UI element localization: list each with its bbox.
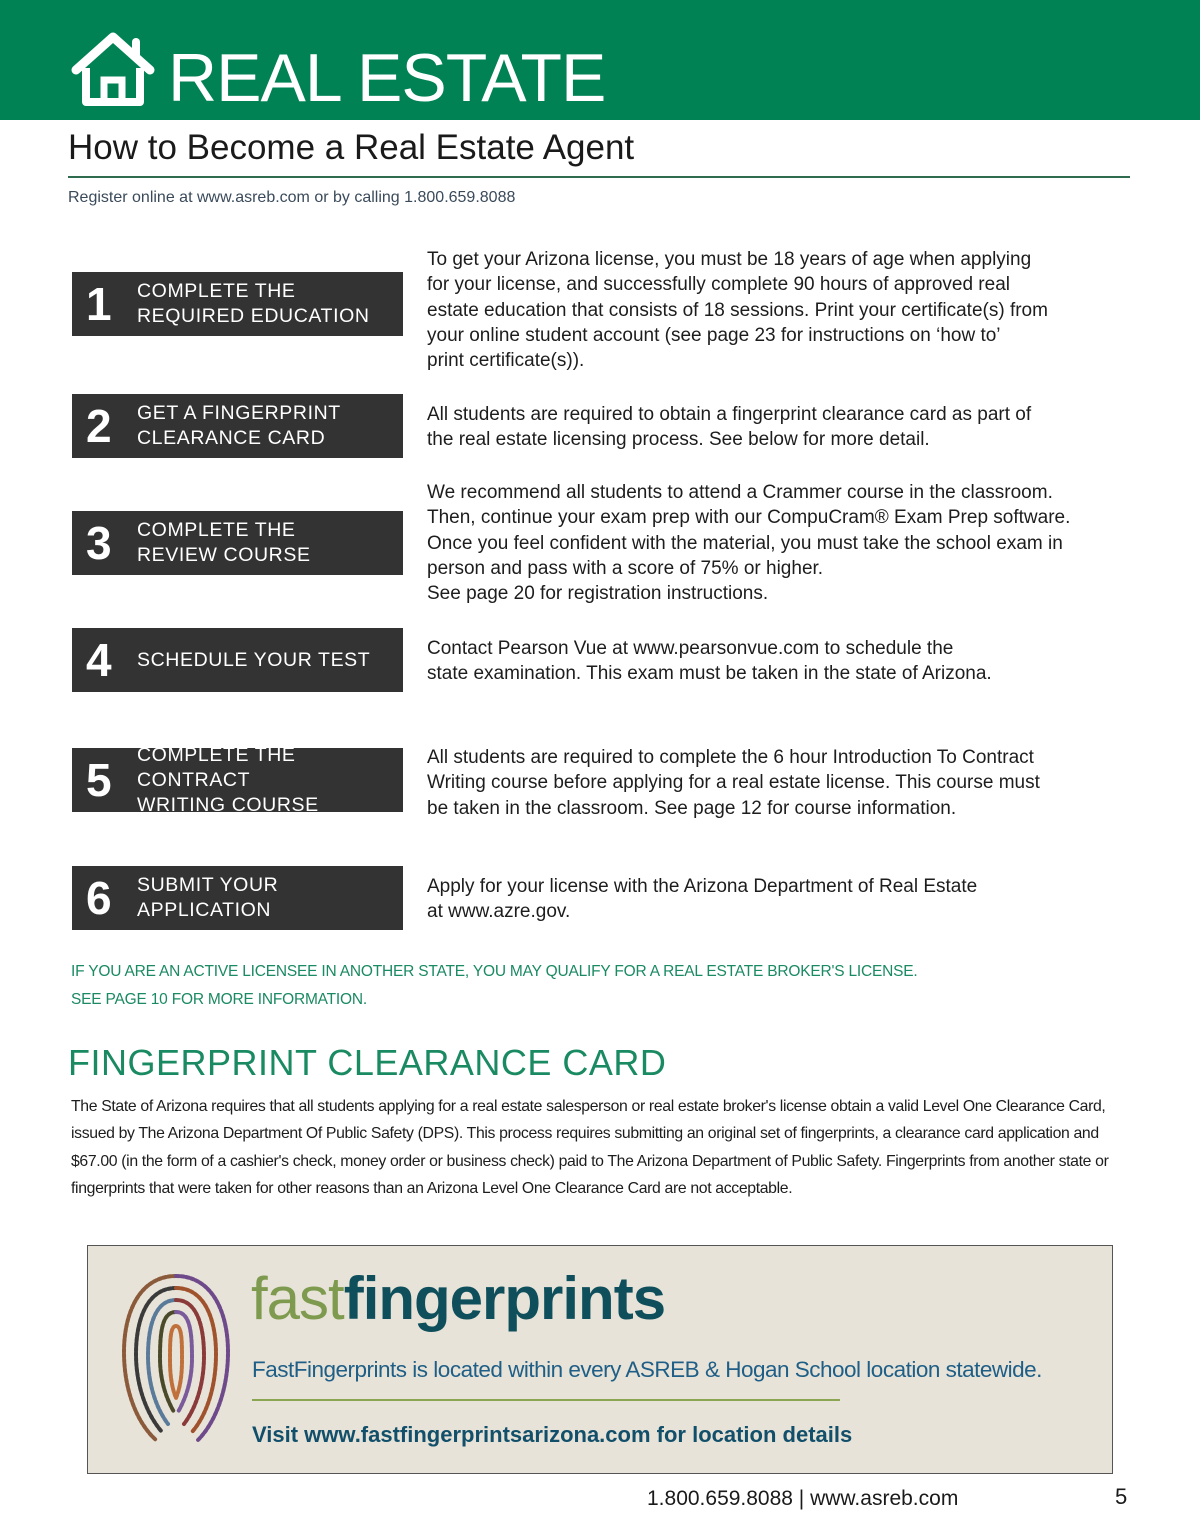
step-4-box [72, 628, 403, 692]
fingerprint-section-heading: FINGERPRINT CLEARANCE CARD [68, 1042, 667, 1083]
fastfingerprints-logo [251, 1264, 665, 1334]
page-header-title: REAL ESTATE [168, 40, 606, 116]
step-1-box [72, 272, 403, 336]
step-label: COMPLETE THE REQUIRED EDUCATION [137, 280, 370, 327]
step-3-description: We recommend all students to attend a Crammer course in the classroom. Then, continue your exam prep with our CompuCram® Exam Prep software. Once you feel confident with the material, you must take the school exam in person and pass with a score of 75% or higher. See page 20 for registration instructions. [427, 482, 1071, 605]
step-2-description: All students are required to obtain a fingerprint clearance card as part of the real estate licensing process. See below for more detail. [427, 404, 1032, 451]
licensee-note: IF YOU ARE AN ACTIVE LICENSEE IN ANOTHER STATE, YOU MAY QUALIFY FOR A REAL ESTATE BROKER'S LICENSE. SEE PAGE 10 FOR MORE INFORMATION. [71, 963, 918, 1008]
logo-fast: fast [251, 1265, 344, 1332]
step-number: 6 [86, 872, 112, 924]
fingerprint-section-body: The State of Arizona requires that all students applying for a real estate salesperson or real estate broker's license obtain a valid Level One Clearance Card, issued by The Arizona Department Of Public Safety (DPS). This process requires submitting an original set of fingerprints, a clearance card application and $67.00 (in the form of a cashier's check, money order or business check) paid to The Arizona Department of Public Safety. Fingerprints from another state or fingerprints that were taken for other reasons than an Arizona Level One Clearance Card are not acceptable. [71, 1098, 1109, 1197]
step-number: 1 [86, 278, 112, 330]
step-6-description: Apply for your license with the Arizona Department of Real Estate at www.azre.gov. [427, 876, 978, 923]
step-6-box [72, 866, 403, 930]
step-number: 5 [86, 754, 112, 806]
register-info: Register online at www.asreb.com or by calling 1.800.659.8088 [68, 189, 516, 206]
step-number: 3 [86, 517, 112, 569]
header-bar [0, 0, 1200, 120]
ad-visit-link[interactable]: Visit www.fastfingerprintsarizona.com for location details [252, 1422, 853, 1447]
step-3-box [72, 511, 403, 575]
ad-divider [252, 1399, 840, 1401]
step-5-description: All students are required to complete the 6 hour Introduction To Contract Writing course before applying for a real estate license. This course must be taken in the classroom. See page 12 for course information. [427, 747, 1040, 819]
step-label: GET A FINGERPRINT CLEARANCE CARD [137, 402, 341, 449]
step-1-description: To get your Arizona license, you must be 18 years of age when applying for your license, and successfully complete 90 hours of approved real estate education that consists of 18 sessions. Print your certificate(s) from your online student account (see page 23 for instructions on ‘how to’ print certificate(s)). [427, 249, 1048, 372]
house-icon [70, 32, 156, 106]
fastfingerprints-ad [87, 1245, 1113, 1474]
logo-fingerprints: fingerprints [343, 1265, 666, 1332]
step-label: COMPLETE THE CONTRACT WRITING COURSE [137, 743, 319, 816]
step-number: 4 [86, 634, 112, 686]
step-2-box [72, 394, 403, 458]
page-number: 5 [1115, 1484, 1128, 1509]
step-number: 2 [86, 400, 112, 452]
page-title: How to Become a Real Estate Agent [68, 128, 635, 167]
title-divider [68, 176, 1130, 178]
step-label: SCHEDULE YOUR TEST [137, 648, 371, 671]
step-4-description: Contact Pearson Vue at www.pearsonvue.com to schedule the state examination. This exam must be taken in the state of Arizona. [427, 638, 992, 685]
fingerprint-icon [116, 1268, 236, 1446]
ad-tagline: FastFingerprints is located within every ASREB & Hogan School location statewide. [252, 1357, 1042, 1382]
step-label: SUBMIT YOUR APPLICATION [137, 874, 279, 921]
footer-contact: 1.800.659.8088 | www.asreb.com [647, 1487, 959, 1510]
step-label: COMPLETE THE REVIEW COURSE [137, 519, 311, 566]
step-5-box [72, 743, 403, 816]
